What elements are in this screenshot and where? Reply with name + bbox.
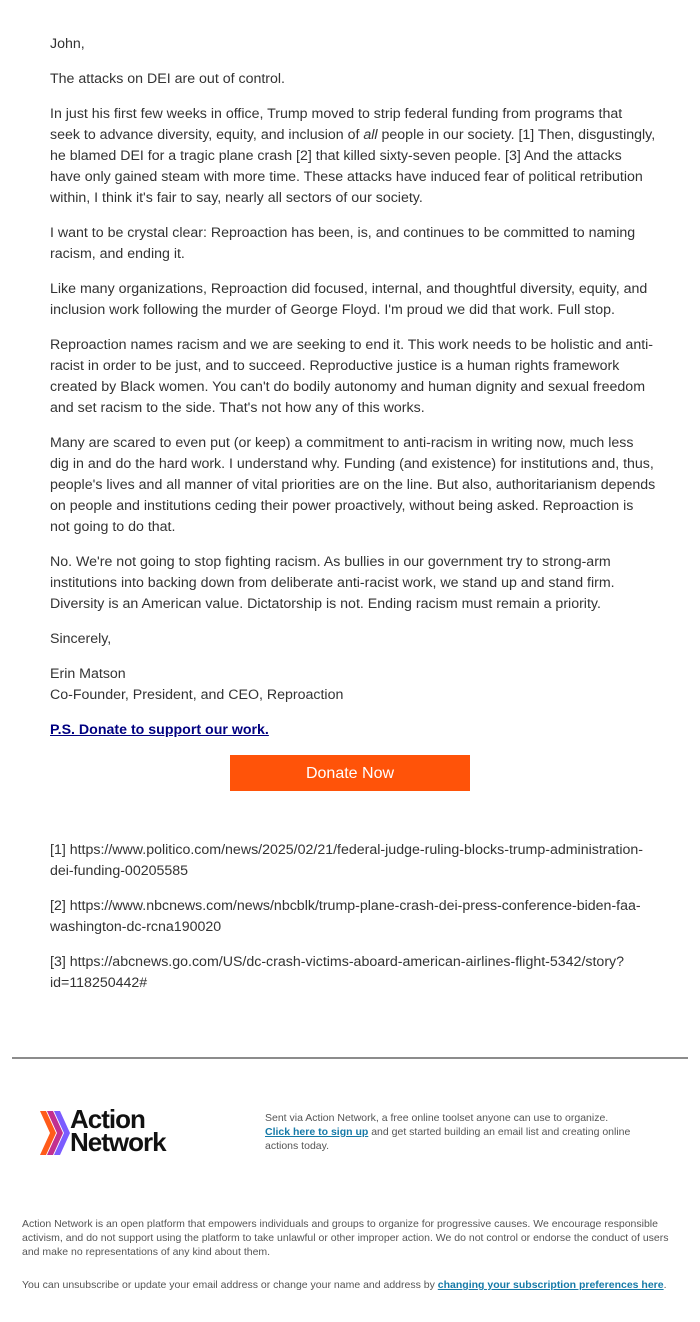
donate-container	[230, 755, 470, 791]
reference-2[interactable]: [2] https://www.nbcnews.com/news/nbcblk/trump-plane-crash-dei-press-conference-biden-faa-washington-dc-rcna190020	[50, 898, 641, 935]
paragraph-4: Like many organizations, Reproaction did focused, internal, and thoughtful diversity, equity, and inclusion work following the murder of George Floyd. I'm proud we did that work. Full stop.	[50, 281, 648, 318]
logo-word-action: Action	[70, 1104, 145, 1134]
footer-divider	[12, 1057, 688, 1059]
closing: Sincerely,	[50, 631, 112, 647]
signup-rest: and get started building an email list and creating online actions today.	[265, 1126, 631, 1152]
donate-now-button[interactable]: Donate Now	[230, 755, 470, 791]
logo-word-network: Network	[70, 1127, 166, 1157]
unsubscribe-text: You can unsubscribe or update your email address or change your name and address by	[22, 1279, 438, 1291]
reference-1[interactable]: [1] https://www.politico.com/news/2025/02/21/federal-judge-ruling-blocks-trump-administration-dei-funding-00205585	[50, 842, 643, 879]
signer-title: Co-Founder, President, and CEO, Reproaction	[50, 687, 344, 703]
paragraph-7: No. We're not going to stop fighting racism. As bullies in our government try to strong-arm institutions into backing down from deliberate anti-racist work, we stand up and stand firm. Diversity is an American value. Dictatorship is not. Ending racism must remain a priority.	[50, 554, 615, 612]
chevrons-icon	[38, 1108, 70, 1158]
greeting: John,	[50, 36, 85, 52]
signer-name: Erin Matson	[50, 666, 126, 682]
signup-link[interactable]: Click here to sign up	[265, 1126, 369, 1138]
sent-via-text	[265, 1111, 645, 1153]
paragraph-1: The attacks on DEI are out of control.	[50, 71, 286, 87]
legal-disclaimer: Action Network is an open platform that empowers individuals and groups to organize for progressive causes. We encourage responsible activism, and do not support using the platform to take unlawful or other improper action. We do not control or endorse the conduct of users and make no representations of any kind about them.	[22, 1218, 669, 1258]
emphasis-all: all	[363, 127, 378, 143]
ps-donate-link[interactable]: P.S. Donate to support our work.	[50, 722, 269, 738]
letter-body	[50, 34, 656, 755]
paragraph-2-start: In just his first few weeks in office, Trump moved to strip federal funding from programs that seek to advance diversity, equity, and inclusion of	[50, 106, 623, 143]
paragraph-2-end: people in our society. [1] Then, disgustingly, he blamed DEI for a tragic plane crash [2] that killed sixty-seven people. [3] And the attacks have only gained steam with more time. These attacks have induced fear of political retribution within, I think it's fair to say, nearly all sectors of our society.	[50, 127, 656, 206]
ps-line	[50, 720, 656, 741]
unsubscribe-line	[22, 1278, 692, 1292]
paragraph-6: Many are scared to even put (or keep) a commitment to anti-racism in writing now, much less dig in and do the hard work. I understand why. Funding (and existence) for institutions and, thus, people's lives and all manner of vital priorities are on the line. But also, authoritarianism depends on people and institutions ceding their power proactively, without being asked. Reproaction is not going to do that.	[50, 435, 656, 535]
logo-wordmark	[70, 1104, 166, 1157]
action-network-logo[interactable]	[38, 1104, 198, 1160]
unsubscribe-end: .	[663, 1279, 667, 1291]
reference-3[interactable]: [3] https://abcnews.go.com/US/dc-crash-victims-aboard-american-airlines-flight-5342/story?id=118250442#	[50, 954, 625, 991]
paragraph-3: I want to be crystal clear: Reproaction has been, is, and continues to be committed to naming racism, and ending it.	[50, 225, 636, 262]
paragraph-5: Reproaction names racism and we are seeking to end it. This work needs to be holistic and anti-racist in order to be just, and to succeed. Reproductive justice is a human rights framework created by Black women. You can't do bodily autonomy and human dignity and sexual freedom and set racism to the side. That's not how any of this works.	[50, 337, 654, 416]
sent-via-line: Sent via Action Network, a free online toolset anyone can use to organize.	[265, 1112, 609, 1124]
paragraph-2	[50, 104, 656, 209]
subscription-preferences-link[interactable]: changing your subscription preferences here	[437, 1279, 664, 1291]
references-list	[50, 840, 656, 1008]
signature	[50, 664, 656, 706]
